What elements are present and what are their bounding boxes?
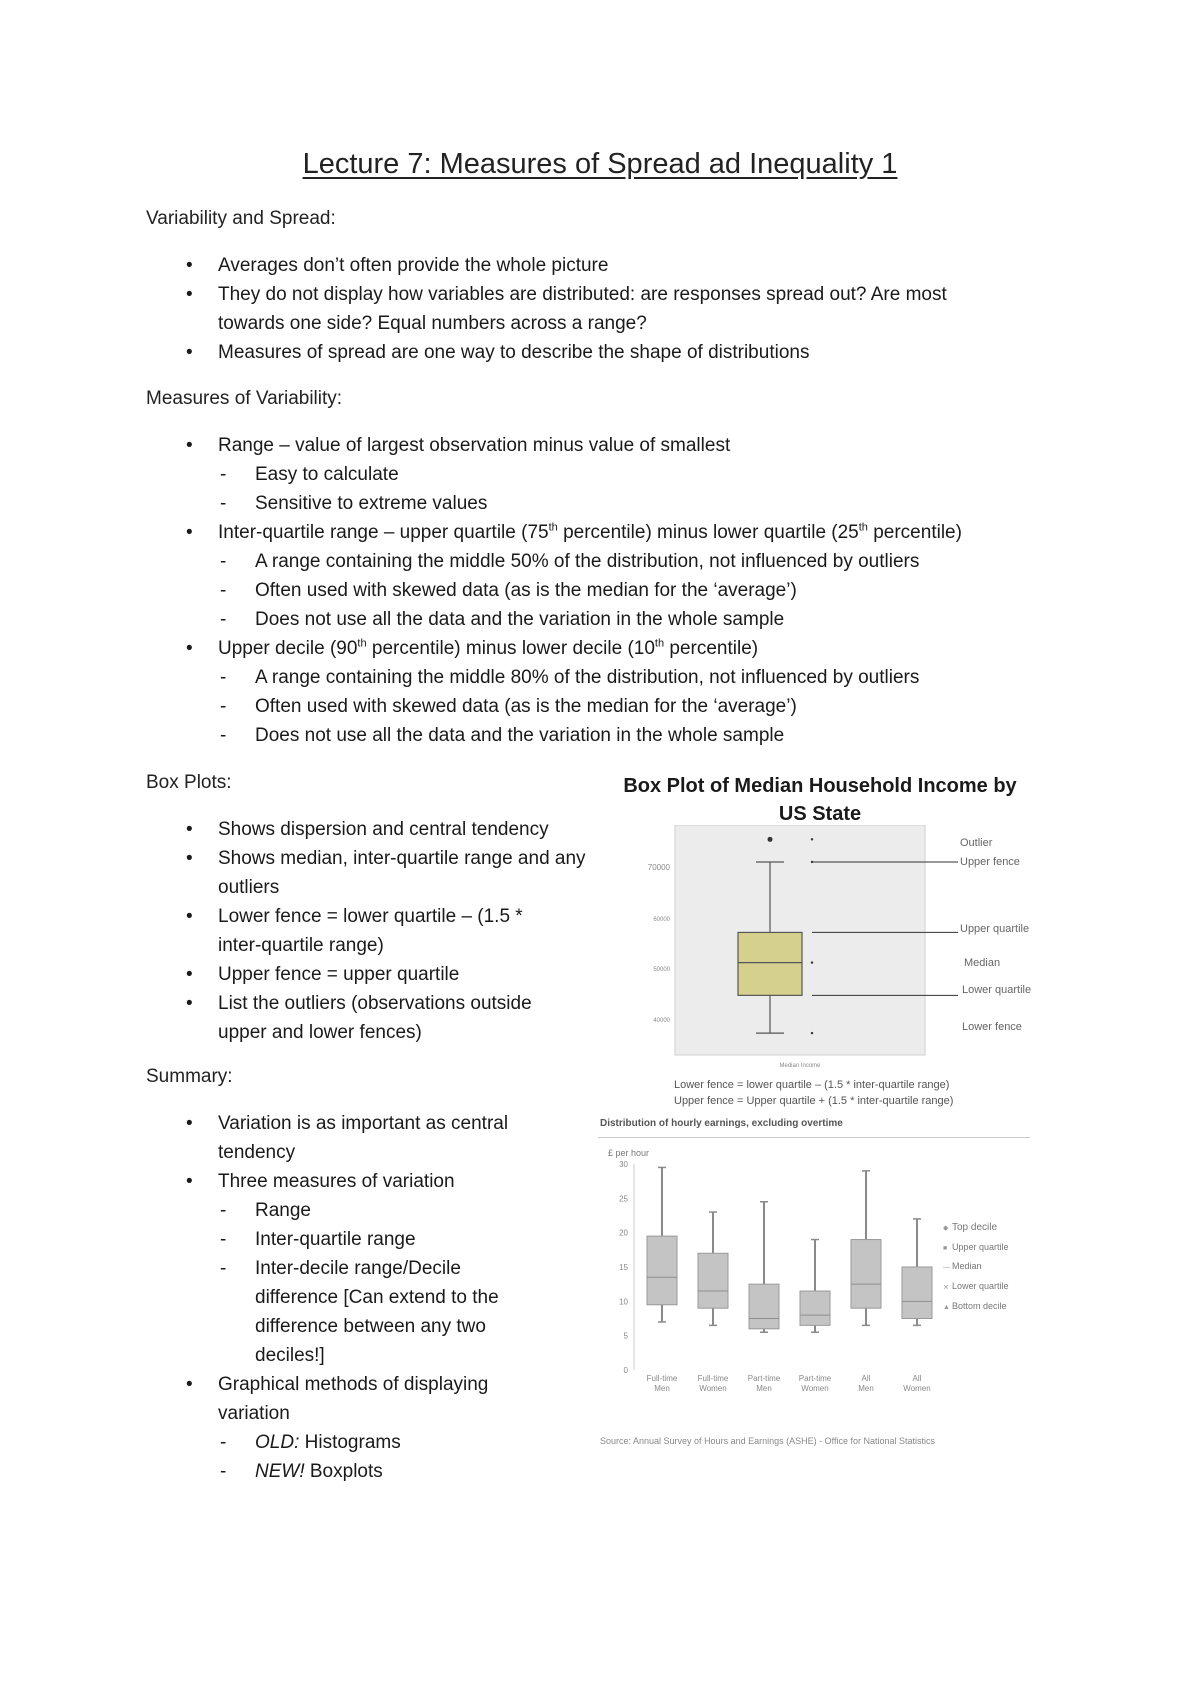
- chart2-ytick: 10: [619, 1297, 628, 1307]
- chart2-xtick: [698, 1374, 729, 1393]
- bullet-item: [218, 634, 1018, 663]
- bullet-item: • Averages don’t often provide the whole picture: [218, 251, 1018, 280]
- chart1-annotation: Upper quartile: [960, 923, 1030, 935]
- emphasis: NEW!: [255, 1461, 305, 1482]
- heading-boxplots: Box Plots:: [146, 772, 232, 793]
- chart2-legend-item: Top decile: [952, 1222, 998, 1233]
- chart2-marks: [619, 1160, 950, 1393]
- chart2-xtick-line: Women: [699, 1384, 727, 1393]
- chart2-xtick-line: Men: [858, 1384, 874, 1393]
- chart1-annotation-dot: [811, 1032, 813, 1034]
- bullet-item: • Range – value of largest observation minus value of smallest: [218, 431, 1018, 460]
- dash-item: - Inter-quartile range: [255, 1225, 1035, 1254]
- superscript: th: [654, 637, 665, 650]
- bullet-item: • Graphical methods of displaying variation: [218, 1370, 538, 1428]
- bullet-item: • List the outliers (observations outside upper and lower fences): [218, 989, 538, 1047]
- chart1-annotation: Upper fence: [960, 856, 1020, 868]
- chart1-plot: [640, 825, 1040, 1105]
- text-part: percentile) minus lower decile (10: [371, 638, 655, 659]
- chart2-xtick: [647, 1374, 678, 1393]
- chart2-xtick-line: Men: [654, 1384, 670, 1393]
- chart2-legend-item: Upper quartile: [952, 1242, 1009, 1252]
- chart1-ytick: 70000: [647, 863, 670, 872]
- chart1-ytick: 50000: [653, 967, 670, 973]
- superscript: th: [548, 521, 558, 534]
- dash-item: - Inter-decile range/Decile difference [Can extend to the difference between any two deciles!]: [255, 1254, 545, 1370]
- text-part: percentile): [669, 638, 759, 659]
- chart2-legend-marker: ▲: [943, 1304, 950, 1312]
- chart1-annotation-dot: [811, 961, 813, 963]
- page-title: Lecture 7: Measures of Spread ad Inequality 1: [302, 148, 898, 180]
- dash-item: - Easy to calculate: [255, 460, 1035, 489]
- chart1-annotation-dot: [811, 861, 813, 863]
- chart2-ytick: 15: [619, 1263, 628, 1272]
- chart2-ytick: 5: [623, 1331, 628, 1341]
- chart2-xtick-line: Women: [903, 1384, 931, 1393]
- chart2-xtick-line: Full-time: [646, 1374, 678, 1383]
- bullet-item: [218, 518, 1018, 547]
- chart2-xtick-line: Women: [801, 1384, 829, 1393]
- dash-item: - A range containing the middle 50% of the distribution, not influenced by outliers: [255, 547, 1035, 576]
- chart2-xtick: [903, 1374, 930, 1393]
- chart2-source: Source: Annual Survey of Hours and Earnings (ASHE) - Office for National Statistics: [600, 1436, 935, 1446]
- dash-item: - Range: [255, 1196, 1035, 1225]
- chart2-xtick: [799, 1374, 832, 1393]
- bullet-item: • Three measures of variation: [218, 1167, 598, 1196]
- chart2-xtick-line: Men: [756, 1384, 772, 1393]
- bullet-item: • Upper fence = upper quartile: [218, 960, 598, 989]
- bullet-item: • Measures of spread are one way to describe the shape of distributions: [218, 338, 1018, 367]
- dash-item: - A range containing the middle 80% of the distribution, not influenced by outliers: [255, 663, 1035, 692]
- chart2-ytick: 0: [623, 1366, 628, 1375]
- chart2-box: [800, 1291, 830, 1325]
- chart2-box: [851, 1240, 881, 1309]
- text-part: Boxplots: [304, 1461, 383, 1482]
- chart2-box: [698, 1253, 728, 1308]
- chart2-legend-item: Median: [952, 1261, 982, 1271]
- chart2-xtick-line: Part-time: [798, 1374, 832, 1383]
- chart2-box: [749, 1284, 779, 1329]
- chart1-annotation: Lower quartile: [962, 984, 1032, 996]
- chart1-title: Box Plot of Median Household Income by US State: [623, 775, 1017, 825]
- chart2-legend-marker: —: [943, 1264, 950, 1272]
- chart2-ytick: 25: [619, 1194, 628, 1204]
- chart1-xlabel: Median Income: [779, 1063, 821, 1069]
- text-part: percentile) minus lower quartile (25: [563, 522, 859, 543]
- chart2-ytick: 20: [619, 1228, 628, 1238]
- chart1-annotation-dot: [811, 838, 813, 840]
- chart2-box: [902, 1267, 932, 1319]
- chart2-legend-marker: ■: [943, 1244, 948, 1252]
- chart2-xtick: [748, 1374, 781, 1393]
- dash-item: - Often used with skewed data (as is the median for the ‘average’): [255, 692, 1035, 721]
- chart2-title: Distribution of hourly earnings, excluding overtime: [600, 1118, 843, 1129]
- chart2-legend-item: Lower quartile: [952, 1281, 1009, 1291]
- emphasis: OLD:: [255, 1432, 300, 1453]
- dash-item: [255, 1457, 1035, 1486]
- chart1-note: Upper fence = Upper quartile + (1.5 * inter-quartile range): [674, 1095, 954, 1107]
- chart1-ytick: 40000: [653, 1018, 670, 1024]
- text-part: Inter-quartile range – upper quartile (75: [218, 522, 549, 543]
- chart2-ytick: 30: [619, 1160, 628, 1169]
- chart2-xtick-line: All: [861, 1374, 871, 1383]
- superscript: th: [357, 637, 367, 650]
- dash-item: - Does not use all the data and the variation in the whole sample: [255, 605, 1035, 634]
- chart2-ylabel: £ per hour: [608, 1148, 650, 1158]
- bullet-item: • Lower fence = lower quartile – (1.5 * inter-quartile range): [218, 902, 538, 960]
- chart1-ytick: 60000: [653, 917, 670, 923]
- chart1-note: Lower fence = lower quartile – (1.5 * inter-quartile range): [674, 1079, 950, 1091]
- heading-summary: Summary:: [146, 1066, 233, 1087]
- chart2-xtick-line: All: [912, 1374, 922, 1383]
- dash-item: - Sensitive to extreme values: [255, 489, 1035, 518]
- text-part: percentile): [873, 522, 962, 543]
- text-part: Histograms: [299, 1432, 401, 1453]
- dash-item: - Often used with skewed data (as is the median for the ‘average’): [255, 576, 1035, 605]
- chart1-annotation: Median: [964, 957, 1001, 969]
- chart1-box: [738, 932, 802, 995]
- bullet-item: • Variation is as important as central tendency: [218, 1109, 538, 1167]
- chart2-legend-item: Bottom decile: [952, 1301, 1007, 1311]
- bullet-item: • They do not display how variables are distributed: are responses spread out? Are most towards one side? Equal numbers across a range?: [218, 280, 998, 338]
- chart2-box: [647, 1236, 677, 1305]
- chart1-annotation: Outlier: [960, 837, 993, 849]
- chart1-outlier: [768, 837, 773, 842]
- heading-variability: Variability and Spread:: [146, 208, 336, 229]
- text-part: Upper decile (90: [218, 638, 358, 659]
- heading-measures: Measures of Variability:: [146, 388, 343, 409]
- chart1-annotation: Lower fence: [962, 1021, 1022, 1033]
- bullet-item: • Shows median, inter-quartile range and any outliers: [218, 844, 598, 902]
- dash-item: - Does not use all the data and the variation in the whole sample: [255, 721, 1035, 750]
- chart2-xtick-line: Full-time: [697, 1374, 729, 1383]
- chart2-plot: [600, 1142, 1040, 1402]
- chart2-divider: [598, 1137, 1030, 1138]
- chart2-xtick: [858, 1374, 874, 1393]
- superscript: th: [858, 521, 868, 534]
- chart2-xtick-line: Part-time: [747, 1374, 781, 1383]
- chart2-legend-marker: ◆: [943, 1225, 949, 1232]
- bullet-item: • Shows dispersion and central tendency: [218, 815, 598, 844]
- chart2-legend-marker: ✕: [943, 1284, 949, 1292]
